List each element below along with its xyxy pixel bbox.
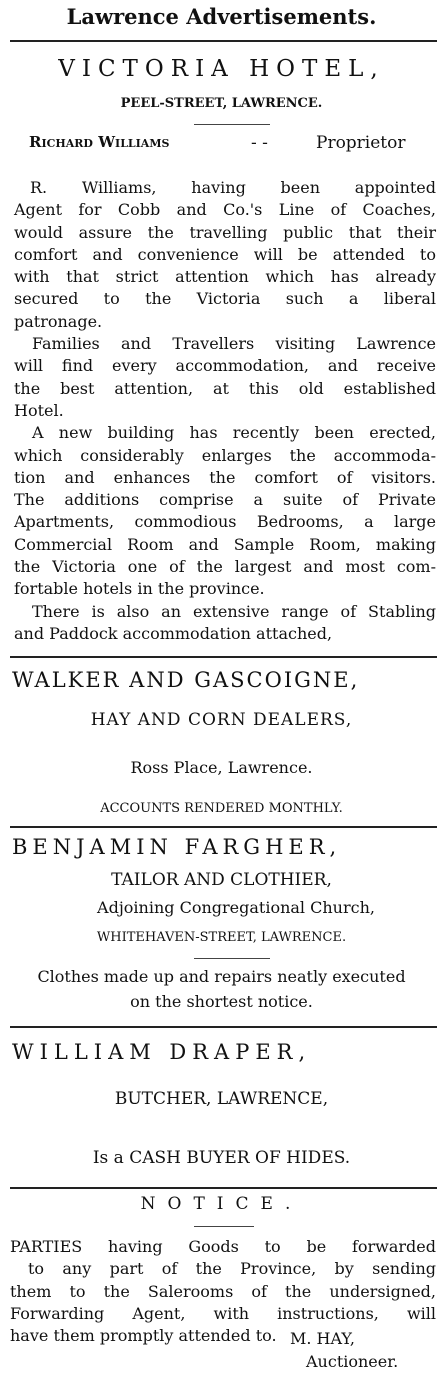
victoria-line: Apartments, commodious Bedrooms, a large bbox=[14, 512, 436, 532]
victoria-line: and Paddock accommodation attached, bbox=[14, 623, 333, 643]
draper-trade: BUTCHER, LAWRENCE, bbox=[114, 1089, 329, 1109]
victoria-line: with that strict attention which has already bbox=[14, 267, 436, 287]
victoria-line: would assure the travelling public that their bbox=[14, 222, 436, 242]
notice-line: PARTIES having Goods to be forwarded bbox=[10, 1237, 436, 1256]
fargher-note1: Clothes made up and repairs neatly executed bbox=[37, 967, 406, 986]
draper-note: Is a CASH BUYER OF HIDES. bbox=[92, 1148, 351, 1168]
notice-signature: M. HAY, bbox=[290, 1329, 355, 1348]
walker-address: Ross Place, Lawrence. bbox=[130, 758, 313, 777]
fargher-note2: on the shortest notice. bbox=[130, 992, 313, 1011]
notice-line: to any part of the Province, by sending bbox=[28, 1259, 436, 1279]
victoria-line: tion and enhances the comfort of visitors. bbox=[14, 467, 436, 487]
divider-rule bbox=[10, 826, 437, 828]
fargher-trade: TAILOR AND CLOTHIER, bbox=[111, 870, 332, 890]
notice-title: NOTICE. bbox=[140, 1194, 303, 1214]
victoria-line: the Victoria one of the largest and most com- bbox=[14, 557, 436, 577]
victoria-line: which considerably enlarges the accommoda- bbox=[14, 445, 436, 465]
victoria-line: the best attention, at this old established bbox=[14, 378, 436, 398]
victoria-line: will find every accommodation, and receive bbox=[14, 356, 436, 376]
fargher-address2: WHITEHAVEN-STREET, LAWRENCE. bbox=[96, 930, 347, 945]
walker-trade: HAY AND CORN DEALERS, bbox=[90, 710, 353, 730]
victoria-body bbox=[14, 177, 436, 645]
victoria-line: Hotel. bbox=[14, 400, 64, 420]
proprietor-dashes: - - bbox=[251, 133, 268, 153]
victoria-line: The additions comprise a suite of Private bbox=[14, 490, 436, 510]
victoria-line: R. Williams, having been appointed bbox=[30, 178, 436, 197]
divider-rule bbox=[10, 1187, 437, 1189]
divider-rule bbox=[10, 656, 437, 658]
proprietor-role: Proprietor bbox=[316, 133, 406, 153]
notice-rule bbox=[194, 1226, 254, 1227]
victoria-line: Families and Travellers visiting Lawrence bbox=[32, 334, 436, 354]
notice-line: them to the Salerooms of the undersigned, bbox=[10, 1281, 436, 1301]
victoria-line: Agent for Cobb and Co.'s Line of Coaches, bbox=[14, 200, 436, 220]
fargher-address1: Adjoining Congregational Church, bbox=[97, 898, 375, 917]
victoria-line: comfort and convenience will be attended to bbox=[14, 244, 436, 264]
victoria-line: There is also an extensive range of Stabling bbox=[32, 601, 436, 621]
masthead-rule bbox=[10, 40, 437, 42]
notice-signature-role: Auctioneer. bbox=[306, 1352, 399, 1371]
walker-note: ACCOUNTS RENDERED MONTHLY. bbox=[100, 801, 343, 816]
victoria-address: PEEL-STREET, LAWRENCE. bbox=[120, 96, 323, 111]
walker-title: WALKER AND GASCOIGNE, bbox=[12, 668, 360, 692]
victoria-address-rule bbox=[194, 124, 270, 125]
victoria-line: fortable hotels in the province. bbox=[14, 579, 265, 599]
victoria-title: VICTORIA HOTEL, bbox=[58, 56, 385, 82]
victoria-line: secured to the Victoria such a liberal bbox=[14, 289, 436, 309]
victoria-line: patronage. bbox=[14, 311, 103, 331]
notice-line: have them promptly attended to. bbox=[10, 1326, 277, 1346]
proprietor-name: Richard Williams bbox=[29, 133, 170, 151]
fargher-rule bbox=[194, 958, 270, 959]
fargher-title: BENJAMIN FARGHER, bbox=[12, 835, 342, 859]
masthead: Lawrence Advertisements. bbox=[66, 4, 377, 29]
draper-title: WILLIAM DRAPER, bbox=[12, 1040, 312, 1064]
victoria-line: Commercial Room and Sample Room, making bbox=[14, 534, 436, 554]
notice-line: Forwarding Agent, with instructions, will bbox=[10, 1303, 436, 1323]
victoria-line: A new building has recently been erected, bbox=[32, 423, 436, 443]
divider-rule bbox=[10, 1026, 437, 1028]
